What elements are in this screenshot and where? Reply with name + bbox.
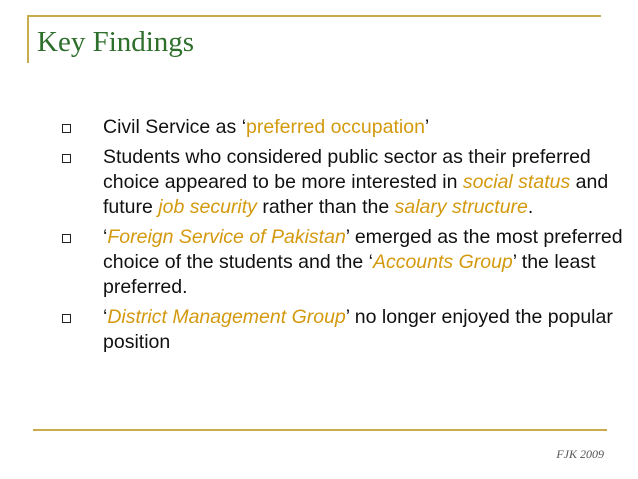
text-segment: ’ emerged as the most preferred choice of the students and the ‘ (103, 226, 623, 273)
bullet-text (103, 116, 429, 138)
bullet-item (62, 225, 624, 300)
square-bullet-icon (62, 154, 71, 163)
text-segment: Civil Service as ‘ (103, 116, 247, 138)
bullet-item (62, 145, 624, 220)
highlight-phrase: social status (462, 171, 571, 193)
square-bullet-icon (62, 234, 71, 243)
top-divider (27, 15, 601, 17)
square-bullet-icon (62, 124, 71, 133)
highlight-phrase: District Management Group (107, 306, 346, 328)
bottom-divider (33, 429, 607, 431)
title-accent-bar (27, 15, 29, 63)
bullet-text (103, 226, 623, 298)
highlight-phrase: Accounts Group (372, 251, 513, 273)
text-segment: ’ the least preferred. (103, 251, 596, 298)
highlight-phrase: Foreign Service of Pakistan (107, 226, 346, 248)
highlight-phrase: preferred occupation (246, 116, 425, 138)
text-segment: rather than the (256, 196, 395, 218)
bullet-list (62, 115, 624, 360)
slide-title: Key Findings (37, 26, 195, 58)
bullet-item (62, 305, 624, 355)
highlight-phrase: salary structure (394, 196, 528, 218)
text-segment: ’ (424, 116, 430, 138)
bullet-text (103, 306, 613, 353)
text-segment: ‘ (103, 306, 108, 328)
text-segment: ‘ (103, 226, 108, 248)
footer-credit: FJK 2009 (556, 447, 604, 461)
text-segment: ’ no longer enjoyed the popular position (103, 306, 613, 353)
text-segment: Students who considered public sector as their preferred choice appeared to be more interested in (103, 146, 591, 193)
text-segment: and future (103, 171, 609, 218)
square-bullet-icon (62, 314, 71, 323)
bullet-item (62, 115, 624, 140)
highlight-phrase: job security (158, 196, 257, 218)
bullet-text (103, 146, 608, 218)
text-segment: . (527, 196, 534, 218)
